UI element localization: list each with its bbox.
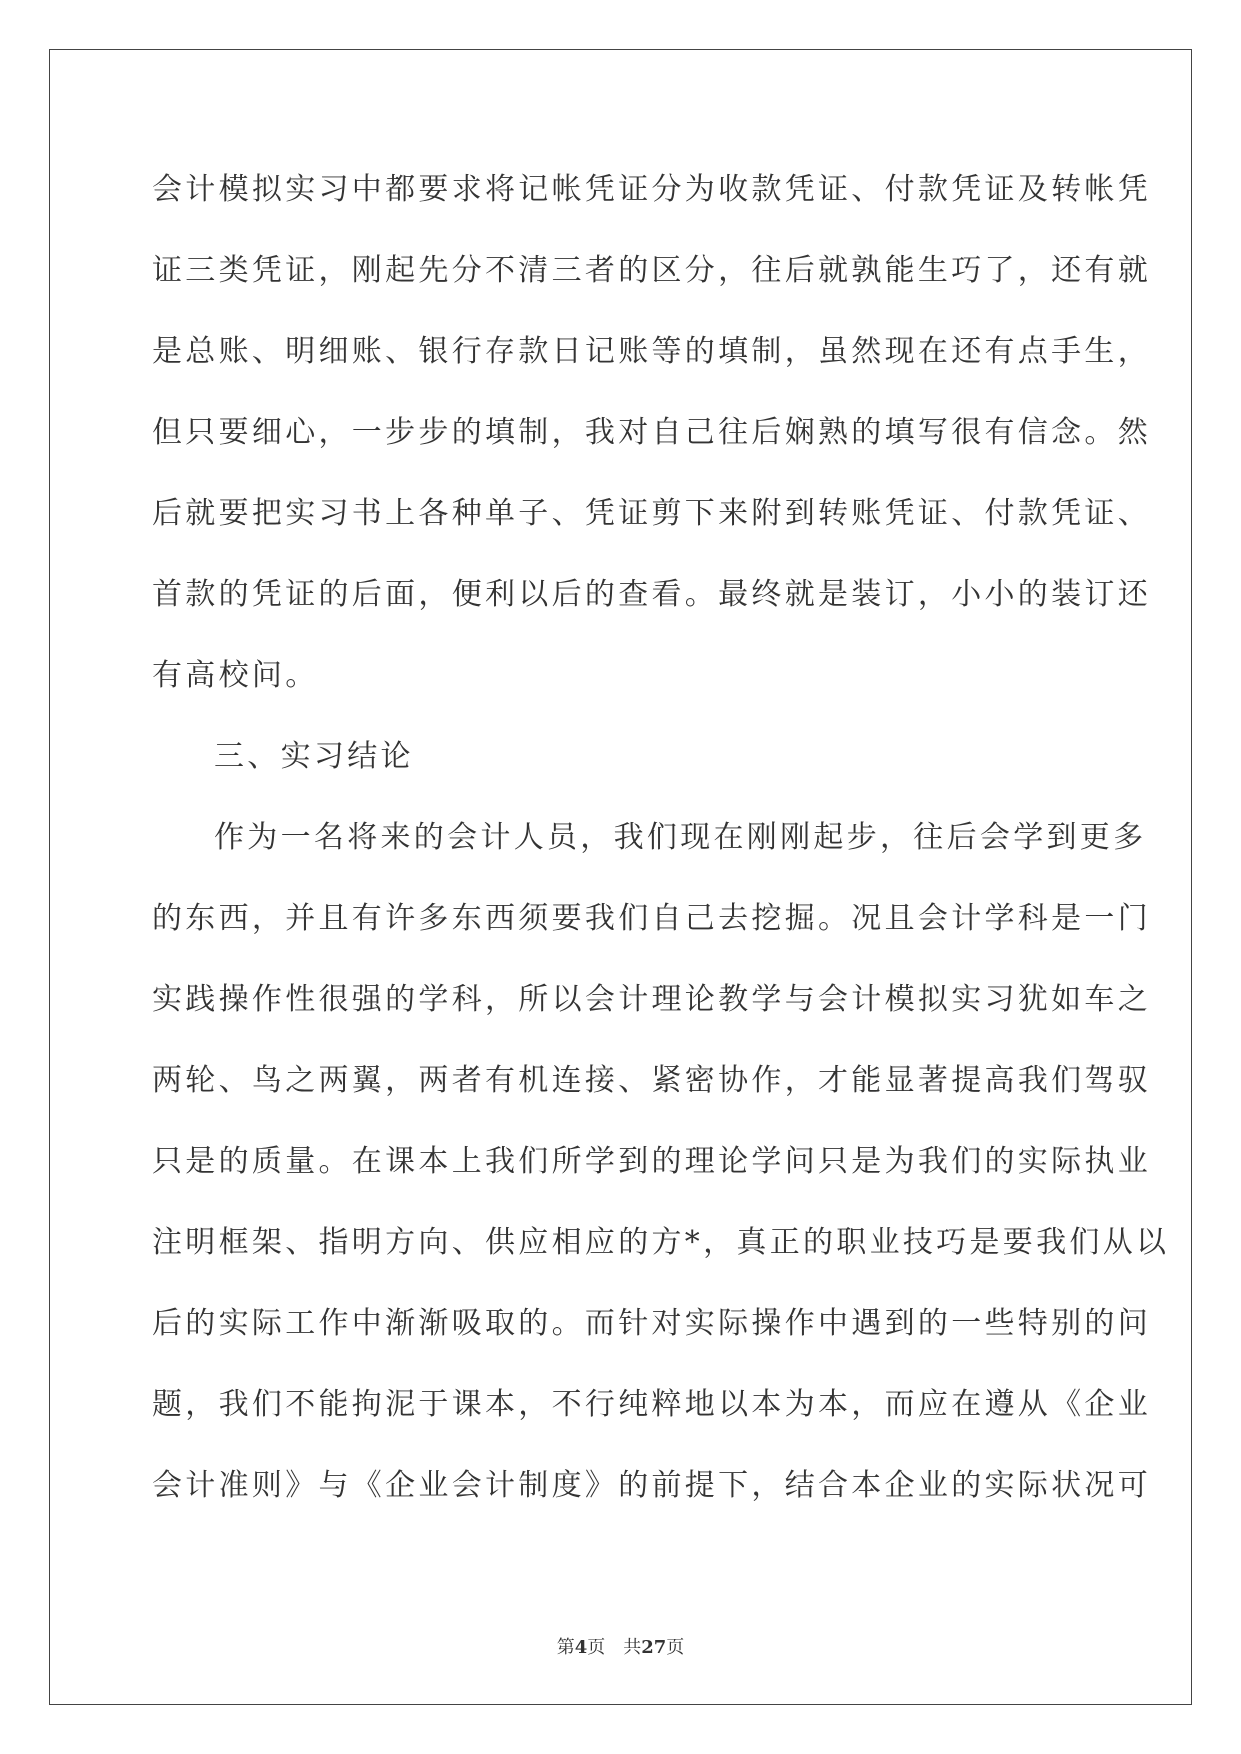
page-prefix: 第 xyxy=(556,1637,575,1658)
page-suffix: 页 xyxy=(666,1637,685,1658)
text-line: 实践操作性很强的学科，所以会计理论教学与会计模拟实习犹如车之 xyxy=(152,982,1151,1017)
page-footer xyxy=(0,1633,1241,1659)
page-mid: 页 共 xyxy=(587,1637,642,1658)
text-line: 后的实际工作中渐渐吸取的。而针对实际操作中遇到的一些特别的问 xyxy=(152,1306,1151,1341)
document-body xyxy=(152,160,1170,1537)
text-line: 后就要把实习书上各种单子、凭证剪下来附到转账凭证、付款凭证、 xyxy=(152,496,1151,531)
text-line: 证三类凭证，刚起先分不清三者的区分，往后就孰能生巧了，还有就 xyxy=(152,253,1151,288)
text-line: 首款的凭证的后面，便利以后的查看。最终就是装订，小小的装订还 xyxy=(152,577,1151,612)
text-line: 会计准则》与《企业会计制度》的前提下，结合本企业的实际状况可 xyxy=(152,1468,1151,1503)
total-page-count: 27 xyxy=(641,1637,667,1658)
text-line: 作为一名将来的会计人员，我们现在刚刚起步，往后会学到更多 xyxy=(214,820,1147,855)
text-line: 有高校问。 xyxy=(152,658,319,693)
text-line: 只是的质量。在课本上我们所学到的理论学问只是为我们的实际执业 xyxy=(152,1144,1151,1179)
text-line: 注明框架、指明方向、供应相应的方*，真正的职业技巧是要我们从以 xyxy=(152,1225,1170,1260)
text-line: 两轮、鸟之两翼，两者有机连接、紧密协作，才能显著提高我们驾驭 xyxy=(152,1063,1151,1098)
text-line: 三、实习结论 xyxy=(214,739,414,774)
text-line: 会计模拟实习中都要求将记帐凭证分为收款凭证、付款凭证及转帐凭 xyxy=(152,172,1151,207)
text-line: 题，我们不能拘泥于课本，不行纯粹地以本为本，而应在遵从《企业 xyxy=(152,1387,1151,1422)
text-line: 是总账、明细账、银行存款日记账等的填制，虽然现在还有点手生， xyxy=(152,334,1151,369)
current-page-number: 4 xyxy=(574,1637,588,1658)
text-line: 的东西，并且有许多东西须要我们自己去挖掘。况且会计学科是一门 xyxy=(152,901,1151,936)
text-line: 但只要细心，一步步的填制，我对自己往后娴熟的填写很有信念。然 xyxy=(152,415,1151,450)
